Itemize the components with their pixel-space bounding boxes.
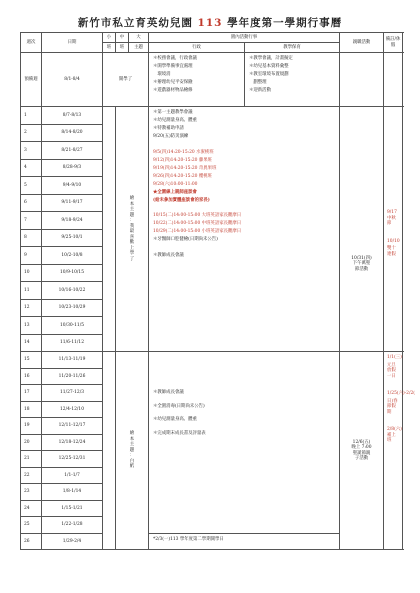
activity-item: ★全園線上親師座談會	[153, 189, 197, 195]
list-item: ＊教學會議，計畫擬定	[249, 56, 293, 61]
week-number: 20	[21, 434, 42, 451]
holiday-line: 2/8(六)補上班	[387, 427, 402, 443]
parent-line: 10/31(四)	[351, 255, 372, 261]
prep-week: 預備週	[21, 53, 42, 107]
page-title	[0, 15, 420, 30]
prep-admin-list	[149, 53, 245, 107]
week-number: 6	[21, 194, 42, 212]
prep-parent	[340, 53, 384, 107]
week-number: 10	[21, 264, 42, 282]
table-row	[21, 107, 403, 125]
small-class-cell	[103, 352, 116, 550]
week-date: 10/9-10/15	[42, 264, 103, 282]
theme-char: 主	[129, 442, 135, 448]
week-number: 14	[21, 334, 42, 352]
week-number: 24	[21, 500, 42, 517]
parent-line: 晚上 7:00	[351, 445, 372, 450]
header-mid-label: 班	[116, 43, 129, 53]
week-date: 1/15-1/21	[42, 500, 103, 517]
week-number: 22	[21, 467, 42, 484]
prep-theme: 開學了	[103, 53, 149, 107]
theme-char: 學	[129, 251, 135, 256]
header-date: 日期	[42, 33, 103, 53]
week-number: 8	[21, 229, 42, 247]
parent-line: 聖誕節親	[352, 450, 371, 456]
activity-item: 9/19(四)14:20-15:20 奇異果班	[153, 165, 217, 171]
theme-char: 我	[129, 223, 135, 229]
school-year: 113	[197, 17, 223, 29]
theme-cell	[116, 107, 149, 352]
activity-item: 9/12(四)14:20-15:20 藤果班	[153, 157, 213, 163]
holiday-line: 10/10	[387, 238, 400, 244]
theme-char: 主	[129, 207, 135, 212]
prep-teach-list	[245, 53, 340, 107]
theme-char: 繪	[129, 431, 135, 437]
activity-item: ＊幼兒測量身高、體重	[153, 118, 197, 123]
parent-activity-text	[340, 440, 383, 462]
list-item: ＊教室環境布置規劃	[249, 72, 289, 77]
prep-row	[21, 53, 403, 107]
list-item: ＊校務會議，行政會議	[153, 56, 197, 61]
list-item: ＊辦理幼兒平安保險	[153, 80, 193, 85]
list-item: ＊遊戲器材物品檢修	[153, 88, 193, 93]
theme-char: 本	[129, 201, 135, 207]
list-item: 劃整理	[249, 80, 267, 85]
week-number: 23	[21, 484, 42, 501]
week-date: 12/11-12/17	[42, 418, 103, 435]
week-date: 8/7-8/13	[42, 107, 103, 125]
theme-char: 題	[129, 447, 135, 453]
list-item: ＊幼兒基本資料彙整	[249, 64, 289, 69]
theme-char: 了	[129, 256, 135, 262]
week-date: 9/18-9/24	[42, 212, 103, 230]
theme-cell	[116, 352, 149, 550]
week-number: 4	[21, 159, 42, 177]
parent-line: 下午萬聖	[352, 261, 371, 267]
week-date: 9/11-9/17	[42, 194, 103, 212]
activity-item: ＊教師成長會議	[153, 252, 184, 258]
week-date: 1/1-1/7	[42, 467, 103, 484]
semester-2-body	[21, 352, 415, 550]
activity-item: ＊第一主題教學會議	[153, 110, 193, 115]
header-row-1	[21, 33, 403, 43]
list-item: 環境消	[153, 72, 171, 77]
week-date: 11/6-11/12	[42, 334, 103, 352]
week-date: 11/27-12/3	[42, 385, 103, 402]
prep-date: 8/1-8/4	[42, 53, 103, 107]
holiday-line: 1/1(三)	[387, 355, 402, 360]
holiday-notes	[384, 107, 403, 352]
prep-holiday	[384, 53, 403, 107]
week-date: 1/22-1/28	[42, 517, 103, 534]
holiday-line: 9/17 中秋節	[387, 210, 397, 226]
activities-cell-2	[149, 352, 340, 534]
week-date: 9/25-10/1	[42, 229, 103, 247]
activity-item: 9/28(六)10:00-11:00	[153, 181, 198, 187]
theme-char: 喜	[129, 234, 135, 240]
parent-line: 子活動	[354, 456, 369, 461]
week-number: 1	[21, 107, 42, 125]
week-date: 8/28-9/3	[42, 159, 103, 177]
school-name: 新竹市私立育英幼兒園	[77, 17, 193, 29]
theme-char: 本	[129, 436, 135, 442]
activity-item: 9/5(四)14:20-15:20 水蜜桃班	[153, 149, 214, 155]
table-row	[21, 352, 403, 369]
week-number: 16	[21, 368, 42, 385]
activity-item: ＊全園消毒(日期尚未公告)	[153, 403, 205, 409]
activity-last-cell: *2/3(一)113 學年度第二學期開學日	[149, 533, 340, 550]
activity-item: 10/15(二)14:00-15:00 大班英語家長觀摩日	[153, 213, 242, 218]
activity-item: ＊教師成長會議	[153, 390, 184, 395]
theme-char: 白	[129, 458, 135, 464]
week-number: 18	[21, 401, 42, 418]
week-date: 12/25-12/31	[42, 451, 103, 468]
week-number: 13	[21, 317, 42, 335]
list-item: ＊開學準備事宜處理	[153, 64, 193, 69]
week-date: 8/14-8/20	[42, 124, 103, 142]
calendar-table	[20, 32, 415, 550]
week-number: 26	[21, 533, 42, 550]
week-number: 19	[21, 418, 42, 435]
holiday-line: 元旦放假一日	[387, 362, 396, 379]
header-middle: 中	[116, 33, 129, 43]
activity-item: 9/26(四)14:20-15:20 櫻桃班	[153, 173, 213, 179]
week-date: 10/30-11/5	[42, 317, 103, 335]
activity-item: ＊牙醫師口腔健檢(日期尚未公告)	[153, 237, 218, 242]
small-class-cell	[103, 107, 116, 352]
week-date: 11/20-11/26	[42, 368, 103, 385]
holiday-line: 1/25(六)-2/2(	[387, 391, 415, 396]
activity-item: ＊特教補助申請	[153, 126, 184, 131]
week-date: 1/29-2/4	[42, 533, 103, 550]
activity-item: (給未參加實體座談會的家長)	[153, 197, 210, 203]
holiday-line: 雙十連假	[387, 246, 396, 257]
week-number: 7	[21, 212, 42, 230]
week-number: 25	[21, 517, 42, 534]
week-number: 17	[21, 385, 42, 402]
activity-item: ＊完成期末成長書及評量表	[153, 430, 206, 436]
header-admin: 行政	[149, 43, 245, 53]
week-number: 15	[21, 352, 42, 369]
theme-char: 上	[129, 245, 135, 251]
header-small: 小	[103, 33, 116, 43]
week-number: 12	[21, 299, 42, 317]
theme-char: 最	[129, 229, 135, 234]
week-number: 5	[21, 177, 42, 195]
header-theme: 主題	[129, 43, 149, 53]
header-teaching: 教學保育	[245, 43, 340, 53]
parent-line: 節活動	[354, 266, 369, 272]
activity-item: 9/20(五)防災演練	[153, 134, 189, 139]
parent-line: 12/6(五)	[352, 439, 371, 445]
week-date: 10/16-10/22	[42, 282, 103, 300]
week-date: 12/18-12/24	[42, 434, 103, 451]
parent-activity	[340, 107, 384, 352]
activity-item	[153, 206, 335, 211]
holiday-notes	[384, 352, 415, 550]
holiday-line: 日)春節假期	[387, 398, 398, 415]
activity-item	[153, 142, 335, 147]
activity-item: 10/29(二)14:00-15:00 小班英語家長觀摩日	[153, 229, 242, 234]
activity-item: ＊幼兒測量身高、體重	[153, 417, 197, 422]
theme-char: 歡	[129, 240, 135, 245]
week-date: 9/4-9/10	[42, 177, 103, 195]
header-big: 大	[129, 33, 149, 43]
header-parent: 親職活動	[340, 33, 384, 53]
week-number: 21	[21, 451, 42, 468]
week-number: 9	[21, 247, 42, 265]
header-week: 週次	[21, 33, 42, 53]
header-class-label: 班	[103, 43, 116, 53]
semester-1-body	[21, 107, 403, 352]
week-number: 2	[21, 124, 42, 142]
title-rest: 學年度第一學期行事曆	[227, 17, 343, 29]
header-school-activities: 園內活動行事	[149, 33, 340, 43]
week-date: 10/2-10/8	[42, 247, 103, 265]
activity-item: 10/22(二)14:00-15:00 中班英語家長觀摩日	[153, 221, 242, 226]
week-date: 10/23-10/29	[42, 299, 103, 317]
theme-char: 繪	[129, 196, 135, 201]
parent-activity-text	[340, 186, 383, 273]
activities-cell-1	[149, 107, 340, 352]
list-item: ＊迎新活動	[249, 88, 271, 93]
week-number: 11	[21, 282, 42, 300]
week-number: 3	[21, 142, 42, 160]
week-date: 11/13-11/19	[42, 352, 103, 369]
theme-char: ：	[129, 218, 135, 223]
week-date: 8/21-8/27	[42, 142, 103, 160]
parent-activity	[340, 352, 384, 550]
theme-char: 紙	[129, 464, 135, 470]
header-holiday: 備註/休假	[384, 33, 403, 53]
theme-char: 題	[129, 212, 135, 218]
activity-item	[153, 245, 335, 250]
week-date: 12/4-12/10	[42, 401, 103, 418]
week-date: 1/8-1/14	[42, 484, 103, 501]
theme-char: ：	[129, 453, 135, 459]
